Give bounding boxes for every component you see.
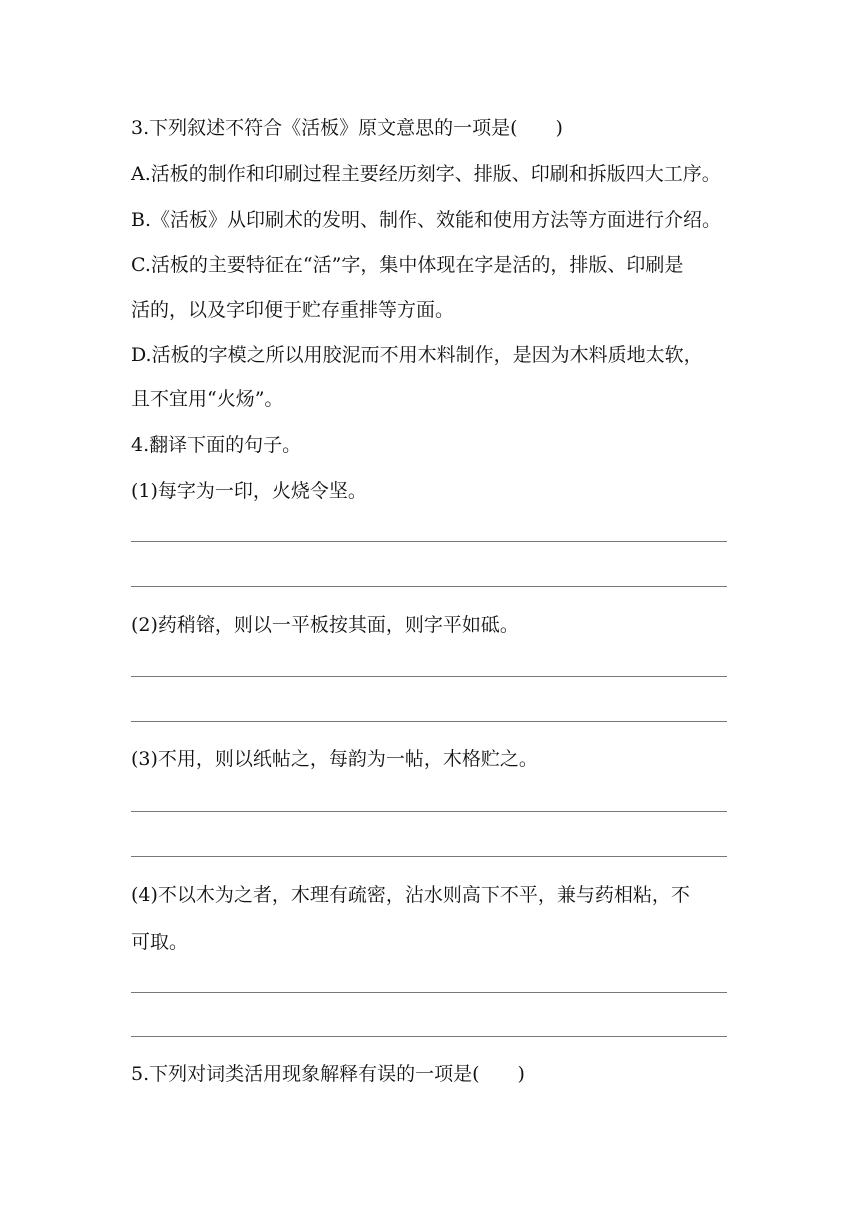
question-5-stem: 5.下列对词类活用现象解释有误的一项是( ) [131, 1063, 525, 1085]
answer-line[interactable] [131, 586, 727, 587]
question-4-sentence-3: (3)不用，则以纸帖之，每韵为一帖，木格贮之。 [131, 748, 538, 770]
answer-line[interactable] [131, 541, 727, 542]
question-4-sentence-1: (1)每字为一印，火烧令坚。 [131, 480, 367, 502]
answer-line[interactable] [131, 992, 727, 993]
question-3-option-a: A.活板的制作和印刷过程主要经历刻字、排版、印刷和拆版四大工序。 [131, 163, 721, 185]
answer-line[interactable] [131, 811, 727, 812]
answer-line[interactable] [131, 721, 727, 722]
answer-line[interactable] [131, 676, 727, 677]
question-4-stem: 4.翻译下面的句子。 [131, 434, 302, 456]
question-3-option-d-line-1: D.活板的字模之所以用胶泥而不用木料制作，是因为木料质地太软， [131, 344, 703, 366]
question-3-option-c-line-2: 活的，以及字印便于贮存重排等方面。 [131, 299, 455, 321]
question-3-option-d-line-2: 且不宜用“火炀”。 [131, 388, 284, 410]
question-4-sentence-4-line-2: 可取。 [131, 931, 189, 953]
question-4-sentence-2: (2)药稍镕，则以一平板按其面，则字平如砥。 [131, 614, 519, 636]
question-3-stem: 3.下列叙述不符合《活板》原文意思的一项是( ) [131, 117, 563, 139]
question-4-sentence-4-line-1: (4)不以木为之者，木理有疏密，沾水则高下不平，兼与药相粘，不 [131, 884, 690, 906]
answer-line[interactable] [131, 1036, 727, 1037]
question-3-option-b: B.《活板》从印刷术的发明、制作、效能和使用方法等方面进行介绍。 [131, 209, 722, 231]
answer-line[interactable] [131, 856, 727, 857]
question-3-option-c-line-1: C.活板的主要特征在“活”字，集中体现在字是活的，排版、印刷是 [131, 254, 684, 276]
